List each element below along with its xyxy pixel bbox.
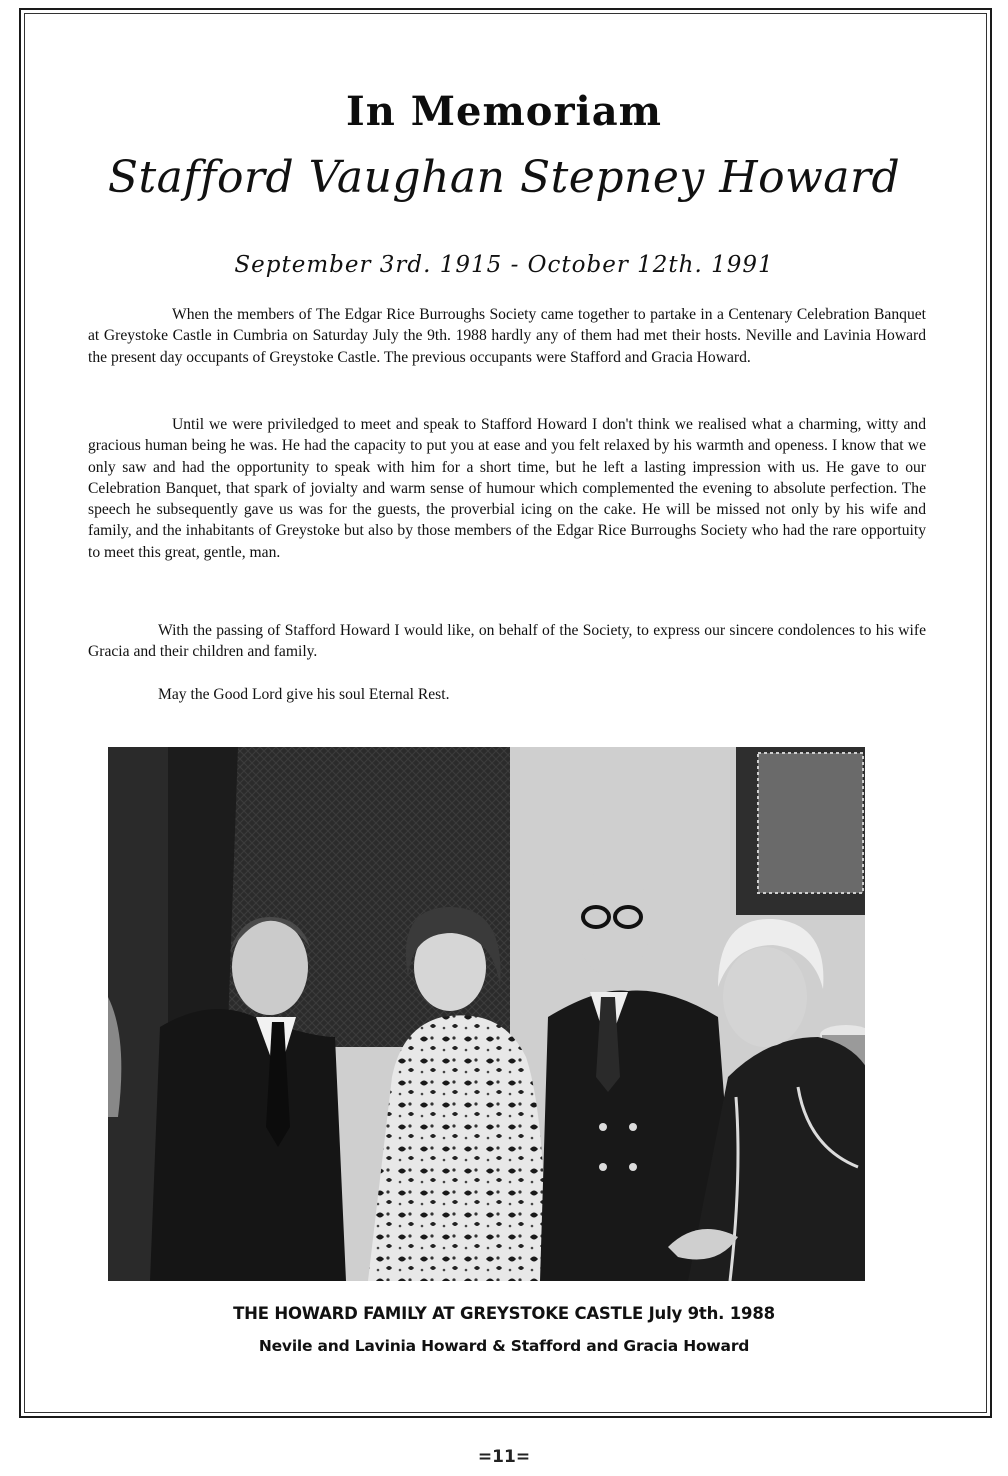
photo-caption-title: THE HOWARD FAMILY AT GREYSTOKE CASTLE July 9th. 1988 xyxy=(233,1304,775,1323)
photo-caption-names: Nevile and Lavinia Howard & Stafford and Gracia Howard xyxy=(258,1337,750,1355)
page-title: In Memoriam xyxy=(346,88,662,135)
page-number: =11= xyxy=(477,1447,531,1467)
paragraph-prayer: May the Good Lord give his soul Eternal Rest. xyxy=(158,686,450,703)
paragraph-banquet: When the members of The Edgar Rice Burroughs Society came together to partake in a Centenary Celebration Banquet at Greystoke Castle in Cumbria on Saturday July the 9th. 1988 hardly any of them had met their hosts. Neville and Lavinia Howard the present day occupants of Greystoke Castle. The previous occupants were Stafford and Gracia Howard. xyxy=(88,306,926,366)
life-dates: September 3rd. 1915 - October 12th. 1991 xyxy=(234,252,774,278)
family-photograph xyxy=(108,747,865,1281)
paragraph-tribute: Until we were priviledged to meet and speak to Stafford Howard I don't think we realised what a charming, witty and gracious human being he was. He had the capacity to put you at ease and you felt relaxed by his warmth and openess. I know that we only saw and had the opportunity to speak with him for a short time, but he left a lasting impression with us. He gave to our Celebration Banquet, that spark of jovialty and warm sense of humour which complemented the evening to absolute perfection. The speech he subsequently gave us was for the guests, the proverbial icing on the cake. He will be missed not only by his wife and family, and the inhabitants of Greystoke but also by those members of the Edgar Rice Burroughs Society who had the rare opportuity to meet this great, gentle, man. xyxy=(88,416,926,561)
memorial-name: Stafford Vaughan Stepney Howard xyxy=(107,152,901,203)
paragraph-condolences: With the passing of Stafford Howard I would like, on behalf of the Society, to express our sincere condolences to his wife Gracia and their children and family. xyxy=(88,622,926,661)
